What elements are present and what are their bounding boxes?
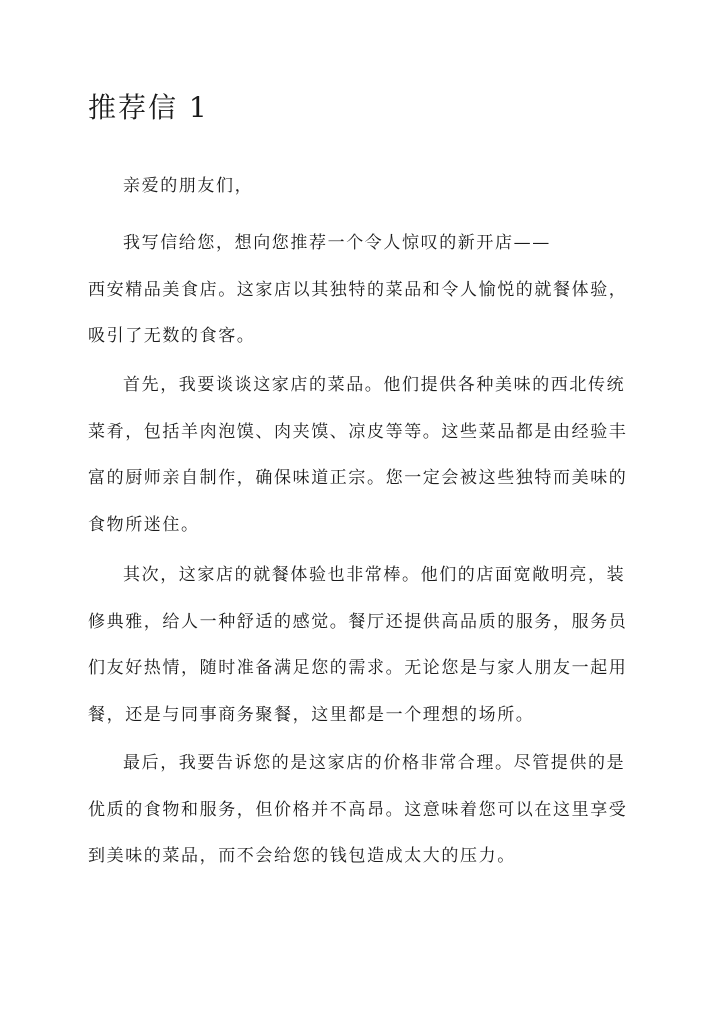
paragraph-line: 富的厨师亲自制作，确保味道正宗。您一定会被这些独特而美味的: [88, 468, 628, 488]
paragraph-line: 我写信给您，想向您推荐一个令人惊叹的新开店——: [123, 233, 551, 253]
paragraph-experience: [88, 552, 633, 738]
paragraph-price: [88, 740, 633, 880]
greeting: [88, 163, 633, 210]
paragraph-line: 们友好热情，随时准备满足您的需求。无论您是与家人朋友一起用: [88, 658, 628, 678]
paragraph-line: 食物所迷住。: [88, 514, 200, 535]
greeting-line: 亲爱的朋友们，: [123, 176, 254, 196]
paragraph-line: 优质的食物和服务，但价格并不高昂。这意味着您可以在这里享受: [88, 799, 628, 820]
paragraph-line: 首先，我要谈谈这家店的菜品。他们提供各种美味的西北传统: [123, 375, 626, 395]
paragraph-dishes: [88, 362, 633, 548]
letter-title: 推荐信 1: [88, 91, 209, 124]
paragraph-line: 其次，这家店的就餐体验也非常棒。他们的店面宽敞明亮，装: [123, 565, 626, 585]
paragraph-line: 到美味的菜品，而不会给您的钱包造成太大的压力。: [88, 846, 516, 866]
paragraph-line: 菜肴，包括羊肉泡馍、肉夹馍、凉皮等等。这些菜品都是由经验丰: [88, 421, 628, 442]
paragraph-line: 餐，还是与同事商务聚餐，这里都是一个理想的场所。: [88, 704, 535, 725]
paragraph-line: 吸引了无数的食客。: [88, 326, 256, 346]
paragraph-line: 修典雅，给人一种舒适的感觉。餐厅还提供高品质的服务，服务员: [88, 611, 628, 632]
paragraph-line: 西安精品美食店。这家店以其独特的菜品和令人愉悦的就餐体验，: [88, 279, 628, 300]
paragraph-intro: [88, 220, 633, 360]
paragraph-line: 最后，我要告诉您的是这家店的价格非常合理。尽管提供的是: [123, 753, 626, 773]
